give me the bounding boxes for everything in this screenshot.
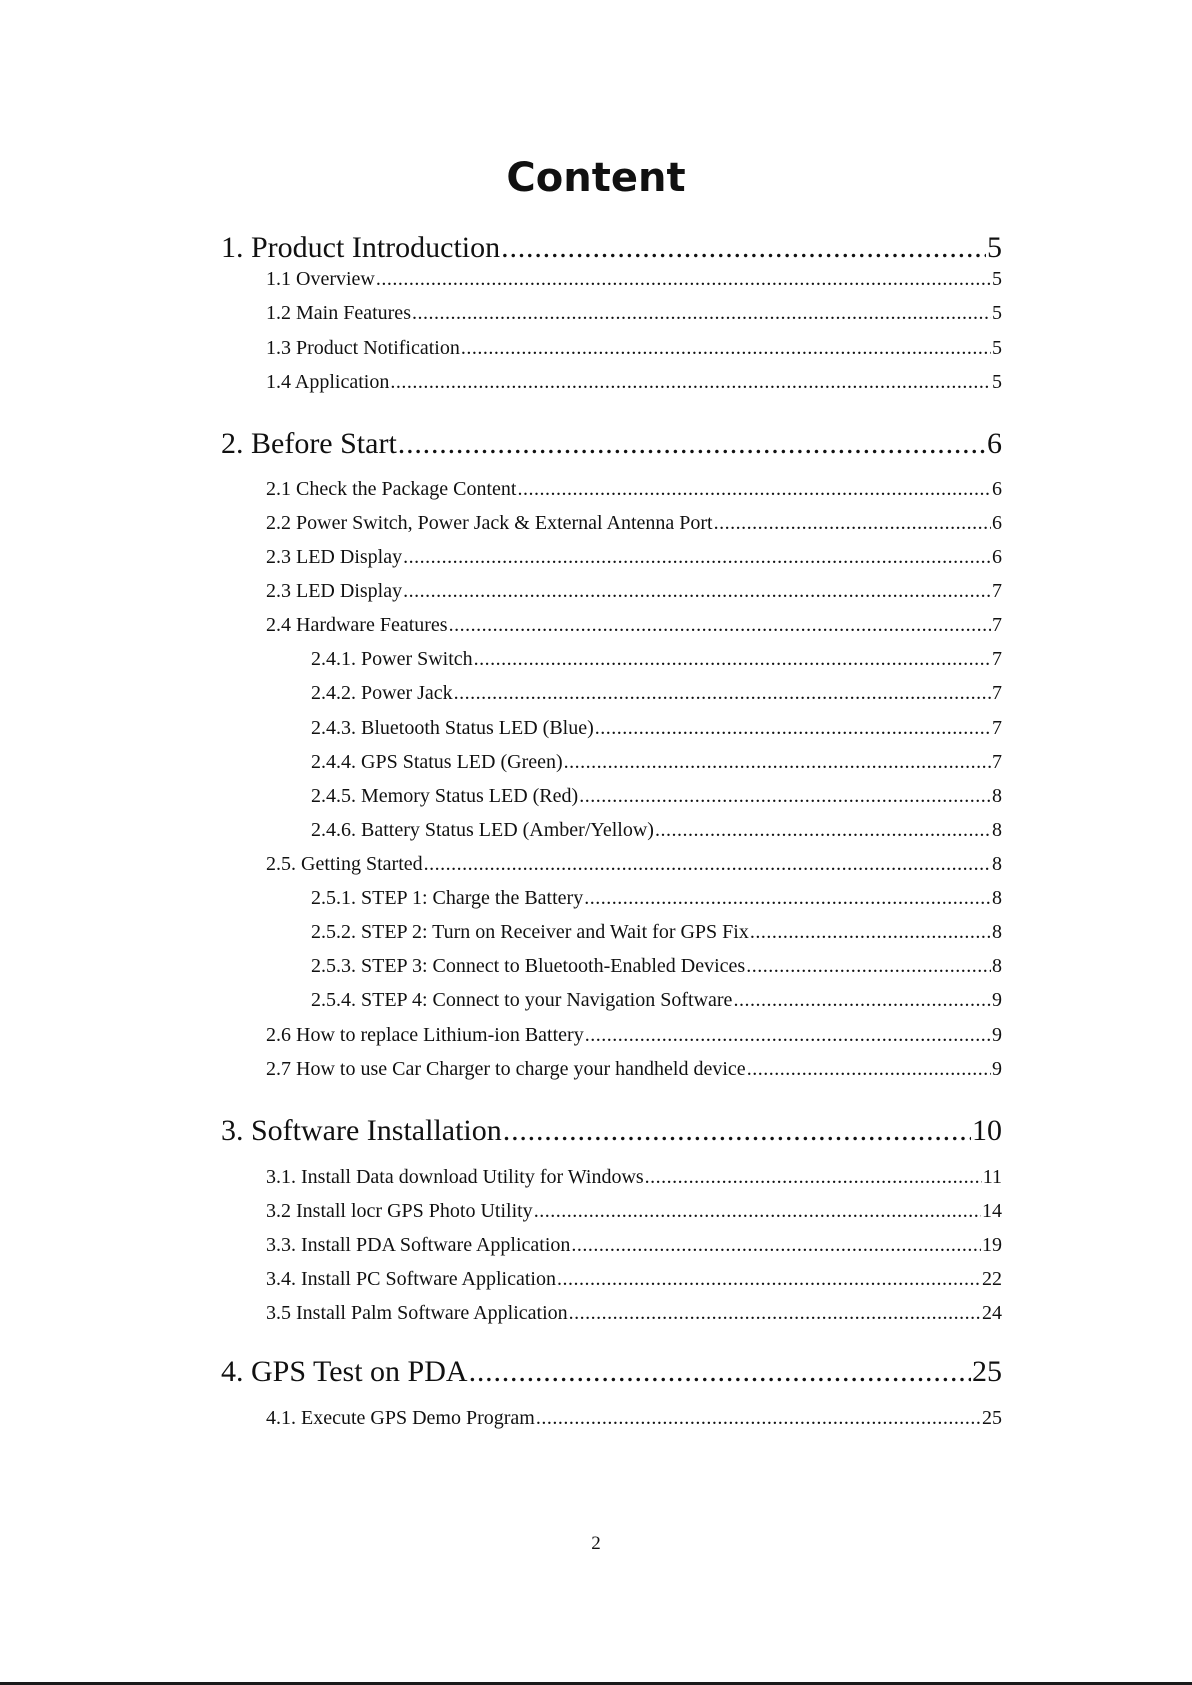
toc-entry-page-number: 7 [992, 648, 1002, 670]
toc-entry-page-number: 7 [992, 614, 1002, 636]
toc-entry-page-number: 9 [992, 1058, 1002, 1080]
toc-entry-title: 3.2 Install locr GPS Photo Utility [266, 1200, 533, 1222]
toc-entry-page-number: 8 [992, 819, 1002, 841]
toc-section-entry[interactable] [266, 577, 1002, 605]
toc-section-entry[interactable] [266, 1265, 1002, 1293]
toc-entry-title: 2.5. Getting Started [266, 853, 423, 875]
toc-entry-page-number: 8 [992, 853, 1002, 875]
toc-subsection-entry[interactable] [311, 884, 1002, 912]
toc-subsection-entry[interactable] [311, 952, 1002, 980]
toc-section-entry[interactable] [266, 299, 1002, 327]
toc-dot-leader [398, 424, 986, 464]
toc-section-entry[interactable] [266, 1299, 1002, 1327]
toc-entry-page-number: 6 [992, 546, 1002, 568]
toc-entry-title: 4.1. Execute GPS Demo Program [266, 1407, 535, 1429]
toc-dot-leader [645, 1163, 982, 1191]
toc-dot-leader [518, 475, 992, 503]
toc-entry-title: 2.7 How to use Car Charger to charge your handheld device [266, 1058, 746, 1080]
toc-entry-title: 1. Product Introduction [221, 231, 501, 264]
toc-dot-leader [585, 1021, 991, 1049]
toc-section-entry[interactable] [266, 368, 1002, 396]
toc-section-entry[interactable] [266, 509, 1002, 537]
toc-subsection-entry[interactable] [311, 816, 1002, 844]
toc-dot-leader [534, 1197, 981, 1225]
toc-entry-page-number: 8 [992, 921, 1002, 943]
toc-entry-page-number: 25 [972, 1355, 1002, 1388]
toc-dot-leader [454, 679, 991, 707]
toc-section-entry[interactable] [266, 265, 1002, 293]
toc-entry-page-number: 7 [992, 580, 1002, 602]
toc-dot-leader [403, 543, 991, 571]
toc-dot-leader [412, 299, 991, 327]
toc-entry-title: 2.4.3. Bluetooth Status LED (Blue) [311, 717, 594, 739]
toc-entry-page-number: 9 [992, 989, 1002, 1011]
toc-entry-title: 2.4.6. Battery Status LED (Amber/Yellow) [311, 819, 654, 841]
toc-dot-leader [501, 228, 986, 268]
toc-entry-page-number: 5 [992, 268, 1002, 290]
toc-dot-leader [571, 1231, 981, 1259]
toc-chapter-entry[interactable] [221, 228, 1002, 268]
toc-entry-title: 2. Before Start [221, 427, 397, 460]
toc-entry-page-number: 5 [992, 337, 1002, 359]
toc-subsection-entry[interactable] [311, 714, 1002, 742]
toc-dot-leader [746, 952, 991, 980]
toc-entry-page-number: 19 [982, 1234, 1002, 1256]
toc-entry-title: 3.5 Install Palm Software Application [266, 1302, 568, 1324]
toc-dot-leader [747, 1055, 991, 1083]
toc-entry-title: 2.6 How to replace Lithium-ion Battery [266, 1024, 584, 1046]
toc-dot-leader [557, 1265, 981, 1293]
page-title: Content [506, 155, 686, 201]
toc-entry-page-number: 6 [992, 478, 1002, 500]
toc-dot-leader [474, 645, 991, 673]
toc-section-entry[interactable] [266, 334, 1002, 362]
toc-dot-leader [750, 918, 991, 946]
toc-entry-title: 1.1 Overview [266, 268, 375, 290]
toc-entry-title: 2.4.4. GPS Status LED (Green) [311, 751, 563, 773]
toc-entry-title: 2.1 Check the Package Content [266, 478, 517, 500]
toc-section-entry[interactable] [266, 1163, 1002, 1191]
toc-section-entry[interactable] [266, 850, 1002, 878]
toc-entry-page-number: 7 [992, 751, 1002, 773]
toc-dot-leader [579, 782, 991, 810]
toc-entry-title: 3. Software Installation [221, 1114, 502, 1147]
toc-chapter-entry[interactable] [221, 424, 1002, 464]
toc-subsection-entry[interactable] [311, 986, 1002, 1014]
toc-entry-title: 1.3 Product Notification [266, 337, 460, 359]
toc-entry-title: 3.4. Install PC Software Application [266, 1268, 556, 1290]
toc-subsection-entry[interactable] [311, 679, 1002, 707]
toc-entry-page-number: 9 [992, 1024, 1002, 1046]
toc-entry-page-number: 10 [972, 1114, 1002, 1147]
toc-section-entry[interactable] [266, 1404, 1002, 1432]
toc-dot-leader [376, 265, 991, 293]
toc-dot-leader [469, 1352, 971, 1392]
toc-entry-title: 2.4.1. Power Switch [311, 648, 473, 670]
toc-entry-page-number: 5 [992, 302, 1002, 324]
toc-entry-title: 2.4.2. Power Jack [311, 682, 453, 704]
toc-entry-page-number: 8 [992, 887, 1002, 909]
toc-entry-title: 2.3 LED Display [266, 580, 403, 602]
toc-entry-page-number: 5 [992, 371, 1002, 393]
toc-entry-title: 2.2 Power Switch, Power Jack & External Antenna Port [266, 512, 713, 534]
toc-entry-title: 2.5.1. STEP 1: Charge the Battery [311, 887, 584, 909]
toc-dot-leader [536, 1404, 981, 1432]
toc-dot-leader [461, 334, 991, 362]
toc-dot-leader [564, 748, 991, 776]
toc-dot-leader [714, 509, 991, 537]
toc-chapter-entry[interactable] [221, 1352, 1002, 1392]
toc-entry-page-number: 8 [992, 955, 1002, 977]
toc-entry-page-number: 22 [982, 1268, 1002, 1290]
toc-dot-leader [449, 611, 991, 639]
toc-dot-leader [503, 1111, 971, 1151]
toc-dot-leader [733, 986, 991, 1014]
toc-subsection-entry[interactable] [311, 645, 1002, 673]
toc-entry-page-number: 11 [982, 1166, 1002, 1188]
toc-entry-title: 4. GPS Test on PDA [221, 1355, 468, 1388]
toc-entry-page-number: 6 [992, 512, 1002, 534]
toc-dot-leader [655, 816, 991, 844]
toc-entry-page-number: 24 [982, 1302, 1002, 1324]
toc-entry-page-number: 14 [982, 1200, 1002, 1222]
toc-chapter-entry[interactable] [221, 1111, 1002, 1151]
toc-entry-title: 3.3. Install PDA Software Application [266, 1234, 571, 1256]
toc-dot-leader [424, 850, 991, 878]
toc-section-entry[interactable] [266, 1021, 1002, 1049]
toc-dot-leader [403, 577, 991, 605]
toc-dot-leader [584, 884, 991, 912]
toc-entry-page-number: 25 [982, 1407, 1002, 1429]
page-number: 2 [591, 1533, 601, 1554]
toc-entry-title: 2.5.2. STEP 2: Turn on Receiver and Wait for GPS Fix [311, 921, 749, 943]
toc-dot-leader [569, 1299, 981, 1327]
toc-entry-title: 2.4.5. Memory Status LED (Red) [311, 785, 579, 807]
toc-section-entry[interactable] [266, 1231, 1002, 1259]
toc-subsection-entry[interactable] [311, 782, 1002, 810]
toc-entry-title: 1.4 Application [266, 371, 390, 393]
toc-dot-leader [390, 368, 991, 396]
toc-entry-title: 3.1. Install Data download Utility for Windows [266, 1166, 644, 1188]
toc-entry-page-number: 5 [987, 231, 1002, 264]
toc-entry-page-number: 8 [992, 785, 1002, 807]
toc-subsection-entry[interactable] [311, 918, 1002, 946]
toc-entry-title: 1.2 Main Features [266, 302, 411, 324]
toc-section-entry[interactable] [266, 543, 1002, 571]
toc-entry-page-number: 7 [992, 717, 1002, 739]
toc-section-entry[interactable] [266, 475, 1002, 503]
toc-dot-leader [595, 714, 991, 742]
toc-section-entry[interactable] [266, 1055, 1002, 1083]
toc-entry-title: 2.5.4. STEP 4: Connect to your Navigation Software [311, 989, 733, 1011]
toc-entry-title: 2.5.3. STEP 3: Connect to Bluetooth-Enabled Devices [311, 955, 746, 977]
toc-entry-page-number: 6 [987, 427, 1002, 460]
toc-entry-title: 2.3 LED Display [266, 546, 403, 568]
toc-subsection-entry[interactable] [311, 748, 1002, 776]
toc-section-entry[interactable] [266, 1197, 1002, 1225]
toc-section-entry[interactable] [266, 611, 1002, 639]
toc-entry-page-number: 7 [992, 682, 1002, 704]
toc-entry-title: 2.4 Hardware Features [266, 614, 448, 636]
